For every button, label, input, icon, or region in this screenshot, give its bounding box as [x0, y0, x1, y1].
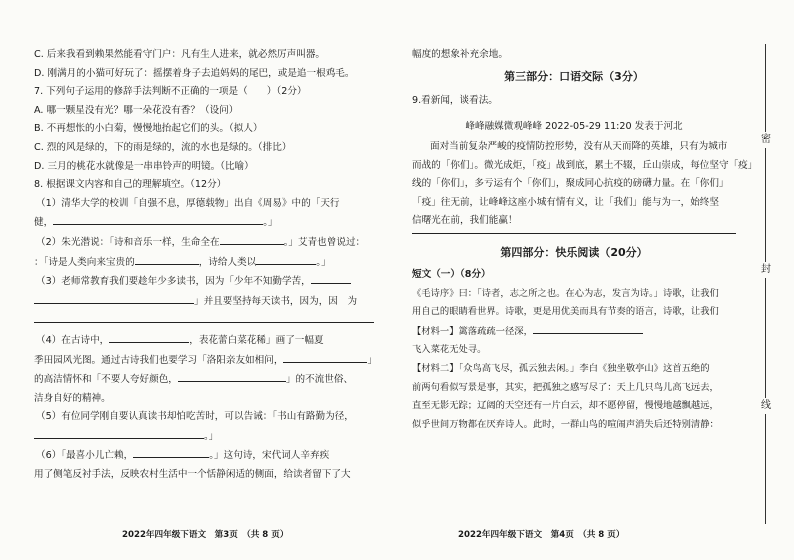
text-fragment: ，表花蕾白菜花稀」画了一幅夏	[189, 334, 324, 346]
text-line	[34, 372, 390, 387]
answer-blank[interactable]	[311, 274, 351, 284]
text-fragment: ，因 为	[318, 295, 358, 307]
answer-blank[interactable]	[133, 448, 209, 458]
post-line: 信曙光在前，我们能赢！	[412, 215, 518, 227]
binding-margin	[746, 0, 794, 560]
text-line	[34, 235, 390, 250]
answer-blank[interactable]	[34, 429, 204, 439]
text-fragment: 。」	[263, 217, 278, 229]
text-fragment: 」的不流世俗、	[285, 374, 354, 386]
text-fragment: 的高洁情怀和「不要人夸好颜色，	[34, 374, 178, 386]
right-page	[400, 0, 758, 560]
page-footer: 2022年四年级下语文 第3页 （共 8 页）	[122, 530, 289, 540]
post-line: 面对当前复杂严峻的疫情防控形势，没有从天而降的英雄，只有为城市	[430, 141, 728, 152]
option-b: B. 不再想怅的小白菊，慢慢地抬起它们的头。（拟人）	[34, 123, 263, 135]
answer-blank[interactable]	[34, 313, 374, 323]
answer-blank[interactable]	[220, 235, 284, 245]
text-line: D. 刚满月的小猫可好玩了：摇摆着身子去追妈妈的尾巴，或是追一根鸡毛。	[34, 67, 355, 79]
post-header: 峰峰融媒微观峰峰 2022-05-29 11:20 发表于河北	[465, 121, 683, 132]
post-line: 「疫」往无前，让峰峰这座小城有情有义，让「我们」能与为一，始终坚	[412, 196, 719, 208]
passage-line: 似乎世间万物都在厌弃诗人。此时，一群山鸟的喧闹声消失后还特别清静：	[412, 418, 719, 430]
passage-line	[412, 324, 736, 339]
answer-blank[interactable]	[135, 255, 199, 265]
text-fragment: 」并且要坚持每天读书，因为	[194, 295, 319, 307]
text-line	[34, 215, 390, 230]
text-fragment: （6）「最喜小儿亡赖，	[36, 450, 134, 462]
post-line: 而战的「你们」。微光成炬，「疫」战到底，累土不辍，丘山崇成，每位坚守「疫」	[412, 159, 758, 171]
text-fragment: 。」这句诗，宋代词人辛弃疾	[209, 450, 330, 462]
answer-blank[interactable]	[178, 372, 286, 382]
text-fragment: 【材料一】篱落疏疏一径深，	[412, 325, 533, 337]
answer-blank[interactable]	[256, 255, 316, 265]
text-line	[34, 255, 390, 270]
answer-blank[interactable]	[533, 324, 643, 334]
text-fragment: ：「诗是人类向来宝贵的	[34, 256, 135, 268]
passage-title: 短文（一）（8分）	[412, 268, 491, 280]
passage-line: 《毛诗序》曰：「诗者，志之所之也。在心为志，发言为诗。」诗歌，让我们	[412, 287, 719, 299]
passage-line: 用自己的眼睛看世界。诗歌，更是用优美而具有节奏的语言，诗歌，让我们	[412, 306, 719, 318]
passage-line: 飞入菜花无处寻。	[412, 344, 487, 356]
question-8: 8. 根据课文内容和自己的理解填空。（12分）	[34, 179, 227, 191]
text-line: （1）清华大学的校训「自强不息，厚德载物」出自《周易》中的「天行	[36, 197, 340, 209]
text-fragment: （2）朱光潜说：「诗和音乐一样，生命全在	[36, 236, 220, 248]
text-fragment: 。」艾青也曾说过：	[283, 236, 366, 248]
page-footer: 2022年四年级下语文 第4页 （共 8 页）	[458, 530, 625, 540]
binding-char-xian: 线	[756, 398, 776, 414]
text-line	[34, 353, 390, 368]
text-fragment: （3）老师常教育我们要趁年少多读书，因为「少年不知勤学苦，	[36, 276, 311, 288]
text-line	[34, 448, 390, 463]
text-fragment: ，诗给人类以	[198, 256, 257, 268]
text-line	[34, 313, 390, 328]
text-line	[34, 429, 390, 444]
text-line: 幅度的想象补充余地。	[412, 49, 508, 60]
post-line: 线的「你们」，多亏运有个「你们」，聚成同心抗疫的磅礴力量。在「你们」	[412, 178, 729, 190]
text-fragment: 。」	[204, 430, 219, 442]
text-fragment: （4）在古诗中，	[36, 334, 110, 346]
text-line: （5）有位同学刚自要认真读书却怕吃苦时，可以告诫：「书山有路勤为径，	[36, 411, 354, 423]
text-fragment: 。」	[316, 256, 331, 268]
text-fragment: 季田园风光图。通过古诗我们也要学习「洛阳亲友如相问，	[34, 354, 284, 366]
text-line	[34, 274, 390, 289]
binding-char-mi: 密	[756, 132, 776, 148]
question-9: 9.看新闻，谈看法。	[412, 95, 498, 106]
question-7: 7. 下列句子运用的修辞手法判断不正确的一项是（ ）（2分）	[34, 86, 307, 98]
section-heading: 第四部分：快乐阅读（20分）	[500, 245, 648, 259]
passage-line: 前两句看似写景是事，其实，把孤独之感写尽了：天上几只鸟儿高飞远去，	[412, 381, 719, 393]
answer-blank[interactable]	[109, 333, 189, 343]
text-fragment: 健，	[34, 217, 54, 229]
text-fragment: 」	[367, 354, 378, 366]
section-heading: 第三部分：口语交际（3分）	[504, 70, 644, 83]
passage-line: 直至无影无踪；辽阔的天空还有一片白云，却不愿停留，慢慢地越飘越远，	[412, 400, 719, 412]
answer-blank[interactable]	[34, 294, 194, 304]
text-line: 用了侧笔反衬手法，反映农村生活中一个恬静闲适的侧面，给读者留下了大	[34, 469, 351, 481]
answer-line[interactable]	[412, 233, 736, 234]
answer-blank[interactable]	[283, 353, 367, 363]
binding-char-feng: 封	[756, 262, 776, 278]
answer-blank[interactable]	[53, 215, 263, 225]
option-d: D. 三月的桃花水就像是一串串铃声的明镜。（比喻）	[34, 160, 254, 172]
text-line: C. 后来我看到赖果然能看守门户：凡有生人进来，就必然厉声叫器。	[34, 49, 326, 60]
binding-line	[765, 44, 766, 524]
text-line	[34, 294, 390, 309]
text-line: 洁身自好的精神。	[34, 392, 111, 404]
option-c: C. 烈的风是绿的，下的雨是绿的，流的水也是绿的。（排比）	[34, 141, 292, 153]
text-line	[34, 333, 390, 348]
option-a: A. 哪一颗星没有光？哪一朵花没有香？（设问）	[34, 104, 239, 116]
passage-line: 【材料二】「众鸟高飞尽，孤云独去闲。」李白《独坐敬亭山》这首五绝的	[412, 362, 710, 374]
